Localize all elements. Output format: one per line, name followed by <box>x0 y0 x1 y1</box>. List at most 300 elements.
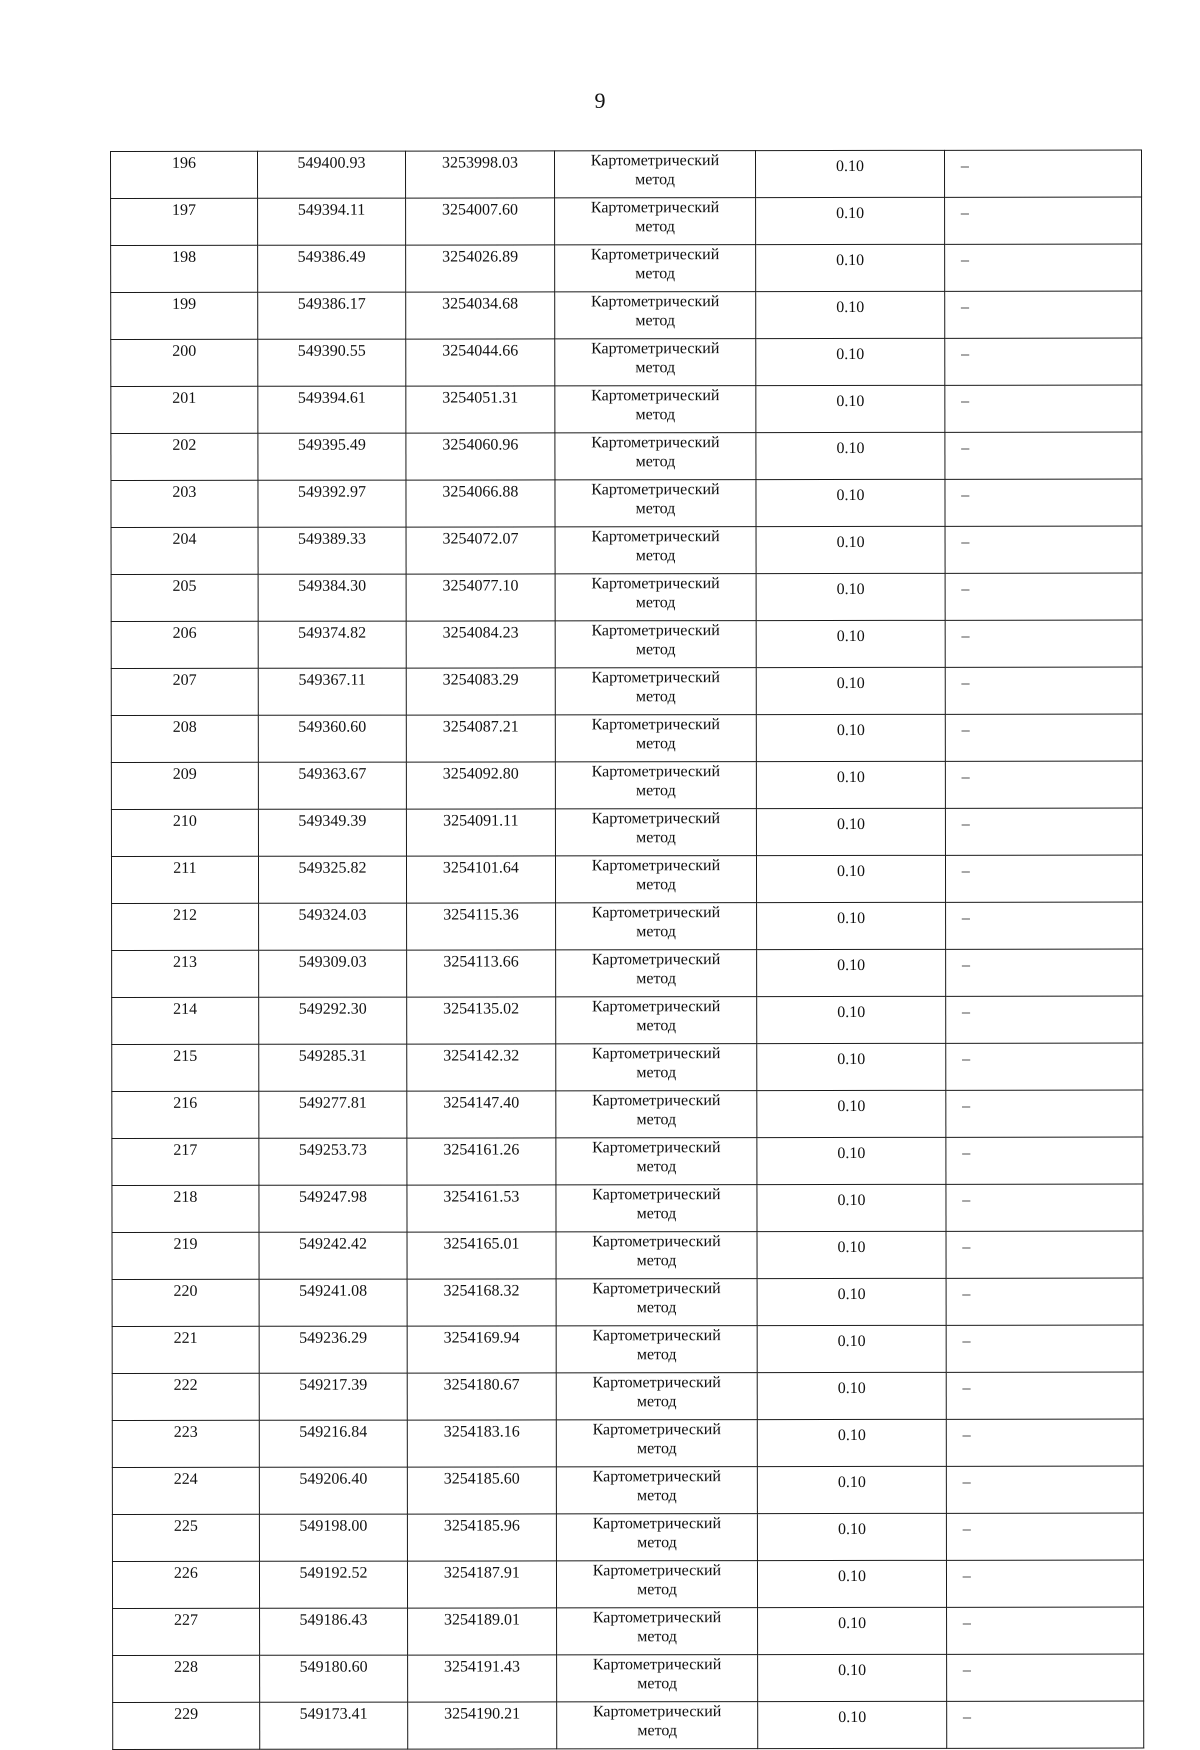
method-line-1: Картометрический <box>592 1656 722 1674</box>
method-line-1: Картометрический <box>592 1139 721 1157</box>
x-coordinate-cell: 549206.40 <box>259 1467 407 1514</box>
method-cell <box>554 151 756 198</box>
point-number-cell: 222 <box>112 1373 259 1420</box>
y-coordinate-cell: 3254113.66 <box>407 950 556 997</box>
method-cell <box>555 1044 757 1091</box>
y-coordinate-cell: 3254083.29 <box>406 668 555 715</box>
point-number-cell: 208 <box>111 715 258 762</box>
point-number-cell: 223 <box>112 1420 259 1467</box>
y-coordinate-cell: 3254007.60 <box>406 198 555 245</box>
x-coordinate-cell: 549392.97 <box>258 480 406 527</box>
method-line-1: Картометрический <box>592 1703 722 1721</box>
point-number-cell: 211 <box>111 856 258 903</box>
method-line-1: Картометрический <box>590 152 720 170</box>
y-coordinate-cell: 3254142.32 <box>407 1044 556 1091</box>
y-coordinate-cell: 3254161.53 <box>407 1185 556 1232</box>
method-cell <box>555 386 757 433</box>
table-row <box>112 1513 1143 1561</box>
method-line-1: Картометрический <box>591 622 720 640</box>
point-number-cell: 216 <box>112 1091 259 1138</box>
method-line-2: метод <box>635 500 676 518</box>
method-line-1: Картометрический <box>592 1092 721 1110</box>
y-coordinate-cell: 3254115.36 <box>407 903 556 950</box>
accuracy-cell: 0.10 <box>756 526 945 573</box>
point-number-cell: 217 <box>112 1138 259 1185</box>
table-row <box>112 1043 1143 1091</box>
point-number-cell: 202 <box>111 433 258 480</box>
table-row <box>112 1466 1143 1514</box>
method-line-1: Картометрический <box>591 904 721 922</box>
table-row <box>111 244 1142 292</box>
method-cell <box>555 480 757 527</box>
table-row <box>112 1231 1143 1279</box>
method-line-2: метод <box>635 594 676 612</box>
table-row <box>111 808 1142 856</box>
note-cell: – <box>946 1090 1143 1137</box>
x-coordinate-cell: 549292.30 <box>259 997 407 1044</box>
note-cell: – <box>945 714 1142 761</box>
method-line-2: метод <box>636 782 676 800</box>
accuracy-cell: 0.10 <box>756 291 945 338</box>
x-coordinate-cell: 549198.00 <box>259 1514 407 1561</box>
table-row <box>111 855 1142 903</box>
accuracy-cell: 0.10 <box>756 385 945 432</box>
x-coordinate-cell: 549253.73 <box>259 1138 407 1185</box>
note-cell: – <box>946 1701 1143 1748</box>
accuracy-cell: 0.10 <box>758 1654 947 1701</box>
method-line-1: Картометрический <box>592 1515 722 1533</box>
accuracy-cell: 0.10 <box>758 1419 947 1466</box>
x-coordinate-cell: 549394.61 <box>258 386 406 433</box>
point-number-cell: 205 <box>111 574 258 621</box>
method-line-2: метод <box>635 641 676 659</box>
method-line-2: метод <box>636 1017 677 1035</box>
x-coordinate-cell: 549384.30 <box>258 574 406 621</box>
note-cell: – <box>946 1043 1143 1090</box>
method-line-1: Картометрический <box>592 1186 721 1204</box>
method-line-2: метод <box>637 1534 677 1552</box>
method-line-2: метод <box>636 1252 677 1270</box>
y-coordinate-cell: 3254189.01 <box>408 1608 557 1655</box>
method-cell <box>554 198 756 245</box>
accuracy-cell: 0.10 <box>757 1184 946 1231</box>
table-row <box>113 1654 1144 1702</box>
table-row <box>112 902 1143 950</box>
method-line-1: Картометрический <box>590 246 720 264</box>
accuracy-cell: 0.10 <box>756 197 945 244</box>
note-cell: – <box>945 996 1142 1043</box>
table-row <box>111 385 1142 433</box>
method-cell <box>556 1561 758 1608</box>
x-coordinate-cell: 549386.49 <box>257 245 405 292</box>
note-cell: – <box>946 1325 1143 1372</box>
method-cell <box>554 292 756 339</box>
method-cell <box>554 339 756 386</box>
y-coordinate-cell: 3254161.26 <box>407 1138 556 1185</box>
point-number-cell: 203 <box>111 480 258 527</box>
y-coordinate-cell: 3254101.64 <box>407 856 556 903</box>
method-cell <box>555 668 757 715</box>
y-coordinate-cell: 3254060.96 <box>406 433 555 480</box>
method-line-2: метод <box>636 876 676 894</box>
method-cell <box>555 997 757 1044</box>
method-line-1: Картометрический <box>591 951 721 969</box>
point-number-cell: 224 <box>112 1467 259 1514</box>
accuracy-cell: 0.10 <box>758 1701 947 1748</box>
method-cell <box>555 762 757 809</box>
method-line-2: метод <box>636 970 676 988</box>
method-cell <box>556 1420 758 1467</box>
x-coordinate-cell: 549186.43 <box>259 1608 407 1655</box>
x-coordinate-cell: 549400.93 <box>257 151 405 198</box>
method-line-2: метод <box>636 1205 677 1223</box>
coordinates-table <box>110 150 1144 1750</box>
point-number-cell: 228 <box>113 1655 260 1702</box>
table-row <box>111 291 1142 339</box>
method-line-1: Картометрический <box>592 1233 721 1251</box>
point-number-cell: 198 <box>111 245 258 292</box>
note-cell: – <box>946 1419 1143 1466</box>
point-number-cell: 219 <box>112 1232 259 1279</box>
point-number-cell: 227 <box>113 1608 260 1655</box>
method-cell <box>556 1138 758 1185</box>
method-cell <box>556 1185 758 1232</box>
y-coordinate-cell: 3254165.01 <box>407 1232 556 1279</box>
accuracy-cell: 0.10 <box>756 244 945 291</box>
method-line-1: Картометрический <box>591 669 720 687</box>
point-number-cell: 215 <box>112 1044 259 1091</box>
point-number-cell: 214 <box>112 997 259 1044</box>
x-coordinate-cell: 549241.08 <box>259 1279 407 1326</box>
method-line-2: метод <box>636 1299 677 1317</box>
note-cell: – <box>945 855 1142 902</box>
point-number-cell: 200 <box>111 339 258 386</box>
method-cell <box>556 1514 758 1561</box>
accuracy-cell: 0.10 <box>757 1325 946 1372</box>
point-number-cell: 212 <box>112 903 259 950</box>
method-cell <box>556 1091 758 1138</box>
method-line-1: Картометрический <box>591 716 720 734</box>
table-row <box>112 1372 1143 1420</box>
point-number-cell: 218 <box>112 1185 259 1232</box>
note-cell: – <box>945 808 1142 855</box>
table-row <box>111 338 1142 386</box>
x-coordinate-cell: 549324.03 <box>258 903 406 950</box>
method-line-2: метод <box>635 547 676 565</box>
y-coordinate-cell: 3254169.94 <box>407 1326 556 1373</box>
method-cell <box>554 245 756 292</box>
table-row <box>113 1701 1144 1749</box>
method-cell <box>555 856 757 903</box>
accuracy-cell: 0.10 <box>758 1560 947 1607</box>
x-coordinate-cell: 549173.41 <box>260 1702 408 1749</box>
y-coordinate-cell: 3254135.02 <box>407 997 556 1044</box>
note-cell: – <box>946 1560 1143 1607</box>
table-row <box>111 620 1142 668</box>
method-line-2: метод <box>637 1722 678 1740</box>
note-cell: – <box>945 902 1142 949</box>
accuracy-cell: 0.10 <box>758 1466 947 1513</box>
x-coordinate-cell: 549180.60 <box>259 1655 407 1702</box>
accuracy-cell: 0.10 <box>757 902 946 949</box>
table-row <box>112 1325 1143 1373</box>
method-line-1: Картометрический <box>590 293 720 311</box>
x-coordinate-cell: 549309.03 <box>258 950 406 997</box>
y-coordinate-cell: 3254077.10 <box>406 574 555 621</box>
accuracy-cell: 0.10 <box>757 1137 946 1184</box>
point-number-cell: 210 <box>111 809 258 856</box>
page-number: 9 <box>594 88 606 113</box>
method-line-1: Картометрический <box>590 199 720 217</box>
note-cell: – <box>946 1513 1143 1560</box>
y-coordinate-cell: 3254051.31 <box>406 386 555 433</box>
method-cell <box>556 1702 758 1749</box>
x-coordinate-cell: 549277.81 <box>259 1091 407 1138</box>
table-row <box>111 197 1142 245</box>
table-row <box>111 479 1142 527</box>
method-line-2: метод <box>637 1628 677 1646</box>
note-cell: – <box>946 1137 1143 1184</box>
x-coordinate-cell: 549242.42 <box>259 1232 407 1279</box>
table-row <box>112 1090 1143 1138</box>
y-coordinate-cell: 3253998.03 <box>406 151 555 198</box>
accuracy-cell: 0.10 <box>757 1043 946 1090</box>
method-line-1: Картометрический <box>591 998 721 1016</box>
method-cell <box>555 621 757 668</box>
method-line-2: метод <box>637 1675 677 1693</box>
y-coordinate-cell: 3254087.21 <box>406 715 555 762</box>
table-row <box>111 667 1142 715</box>
accuracy-cell: 0.10 <box>756 667 945 714</box>
method-cell <box>555 433 757 480</box>
table-row <box>111 526 1142 574</box>
y-coordinate-cell: 3254091.11 <box>407 809 556 856</box>
note-cell: – <box>946 1654 1143 1701</box>
table-row <box>112 1278 1143 1326</box>
y-coordinate-cell: 3254066.88 <box>406 480 555 527</box>
x-coordinate-cell: 549390.55 <box>258 339 406 386</box>
method-line-2: метод <box>635 359 676 377</box>
accuracy-cell: 0.10 <box>757 808 946 855</box>
method-line-2: метод <box>635 688 676 706</box>
x-coordinate-cell: 549374.82 <box>258 621 406 668</box>
method-cell <box>555 903 757 950</box>
point-number-cell: 221 <box>112 1326 259 1373</box>
note-cell: – <box>945 573 1142 620</box>
y-coordinate-cell: 3254190.21 <box>408 1702 557 1749</box>
method-line-2: метод <box>635 406 676 424</box>
method-line-2: метод <box>636 923 676 941</box>
x-coordinate-cell: 549247.98 <box>259 1185 407 1232</box>
method-line-1: Картометрический <box>592 1468 722 1486</box>
accuracy-cell: 0.10 <box>757 714 946 761</box>
method-line-1: Картометрический <box>592 1421 721 1439</box>
point-number-cell: 220 <box>112 1279 259 1326</box>
point-number-cell: 229 <box>113 1702 260 1749</box>
method-line-1: Картометрический <box>592 1374 721 1392</box>
method-cell <box>556 1279 758 1326</box>
accuracy-cell: 0.10 <box>756 479 945 526</box>
method-line-2: метод <box>636 1346 677 1364</box>
accuracy-cell: 0.10 <box>757 949 946 996</box>
method-cell <box>555 574 757 621</box>
point-number-cell: 206 <box>111 621 258 668</box>
note-cell: – <box>946 1184 1143 1231</box>
method-line-2: метод <box>636 829 676 847</box>
method-line-1: Картометрический <box>591 387 720 405</box>
method-line-2: метод <box>635 218 675 236</box>
table-row <box>112 1560 1143 1608</box>
y-coordinate-cell: 3254185.60 <box>407 1467 556 1514</box>
note-cell: – <box>944 197 1141 244</box>
method-line-2: метод <box>636 1487 677 1505</box>
method-line-1: Картометрический <box>592 1562 722 1580</box>
y-coordinate-cell: 3254187.91 <box>408 1561 557 1608</box>
method-line-1: Картометрический <box>592 1280 721 1298</box>
accuracy-cell: 0.10 <box>757 1278 946 1325</box>
note-cell: – <box>944 150 1141 197</box>
point-number-cell: 209 <box>111 762 258 809</box>
table-row <box>111 150 1142 198</box>
method-line-2: метод <box>636 1111 677 1129</box>
point-number-cell: 225 <box>112 1514 259 1561</box>
point-number-cell: 196 <box>111 151 258 198</box>
method-cell <box>556 1326 758 1373</box>
x-coordinate-cell: 549386.17 <box>258 292 406 339</box>
y-coordinate-cell: 3254185.96 <box>408 1514 557 1561</box>
method-line-2: метод <box>635 453 676 471</box>
method-line-2: метод <box>636 1158 677 1176</box>
method-line-1: Картометрический <box>592 1609 722 1627</box>
point-number-cell: 199 <box>111 292 258 339</box>
method-line-2: метод <box>636 1064 677 1082</box>
y-coordinate-cell: 3254072.07 <box>406 527 555 574</box>
x-coordinate-cell: 549217.39 <box>259 1373 407 1420</box>
table-row <box>112 996 1143 1044</box>
x-coordinate-cell: 549394.11 <box>257 198 405 245</box>
y-coordinate-cell: 3254147.40 <box>407 1091 556 1138</box>
table-row <box>111 761 1142 809</box>
y-coordinate-cell: 3254180.67 <box>407 1373 556 1420</box>
accuracy-cell: 0.10 <box>757 996 946 1043</box>
table-row <box>111 432 1142 480</box>
x-coordinate-cell: 549216.84 <box>259 1420 407 1467</box>
point-number-cell: 207 <box>111 668 258 715</box>
note-cell: – <box>946 1607 1143 1654</box>
point-number-cell: 197 <box>111 198 258 245</box>
method-cell <box>556 1373 758 1420</box>
accuracy-cell: 0.10 <box>757 761 946 808</box>
method-cell <box>555 950 757 997</box>
accuracy-cell: 0.10 <box>756 620 945 667</box>
y-coordinate-cell: 3254044.66 <box>406 339 555 386</box>
method-line-2: метод <box>635 735 676 753</box>
y-coordinate-cell: 3254084.23 <box>406 621 555 668</box>
method-line-1: Картометрический <box>591 575 720 593</box>
x-coordinate-cell: 549192.52 <box>259 1561 407 1608</box>
x-coordinate-cell: 549325.82 <box>258 856 406 903</box>
note-cell: – <box>945 479 1142 526</box>
x-coordinate-cell: 549367.11 <box>258 668 406 715</box>
accuracy-cell: 0.10 <box>756 573 945 620</box>
method-line-2: метод <box>635 171 675 189</box>
accuracy-cell: 0.10 <box>758 1513 947 1560</box>
note-cell: – <box>944 291 1141 338</box>
method-cell <box>555 809 757 856</box>
method-line-1: Картометрический <box>591 810 721 828</box>
note-cell: – <box>945 338 1142 385</box>
method-line-1: Картометрический <box>591 528 720 546</box>
accuracy-cell: 0.10 <box>758 1607 947 1654</box>
y-coordinate-cell: 3254191.43 <box>408 1655 557 1702</box>
y-coordinate-cell: 3254092.80 <box>406 762 555 809</box>
x-coordinate-cell: 549285.31 <box>259 1044 407 1091</box>
method-line-2: метод <box>635 312 676 330</box>
x-coordinate-cell: 549236.29 <box>259 1326 407 1373</box>
x-coordinate-cell: 549349.39 <box>258 809 406 856</box>
table-row <box>112 1137 1143 1185</box>
point-number-cell: 226 <box>112 1561 259 1608</box>
method-cell <box>555 715 757 762</box>
note-cell: – <box>945 620 1142 667</box>
method-line-1: Картометрический <box>592 1045 721 1063</box>
note-cell: – <box>946 1278 1143 1325</box>
point-number-cell: 213 <box>112 950 259 997</box>
accuracy-cell: 0.10 <box>757 1372 946 1419</box>
method-line-2: метод <box>636 1393 677 1411</box>
table-row <box>113 1607 1144 1655</box>
method-line-1: Картометрический <box>591 340 720 358</box>
method-line-1: Картометрический <box>591 434 720 452</box>
point-number-cell: 204 <box>111 527 258 574</box>
y-coordinate-cell: 3254168.32 <box>407 1279 556 1326</box>
table-row <box>112 1184 1143 1232</box>
accuracy-cell: 0.10 <box>757 1231 946 1278</box>
method-cell <box>555 527 757 574</box>
method-cell <box>556 1655 758 1702</box>
note-cell: – <box>945 432 1142 479</box>
method-cell <box>556 1467 758 1514</box>
y-coordinate-cell: 3254034.68 <box>406 292 555 339</box>
table-row <box>112 949 1143 997</box>
method-cell <box>556 1608 758 1655</box>
table-body <box>111 150 1144 1749</box>
method-line-1: Картометрический <box>591 857 721 875</box>
x-coordinate-cell: 549363.67 <box>258 762 406 809</box>
note-cell: – <box>946 1372 1143 1419</box>
x-coordinate-cell: 549389.33 <box>258 527 406 574</box>
note-cell: – <box>945 949 1142 996</box>
note-cell: – <box>945 526 1142 573</box>
point-number-cell: 201 <box>111 386 258 433</box>
x-coordinate-cell: 549395.49 <box>258 433 406 480</box>
note-cell: – <box>946 1231 1143 1278</box>
method-line-1: Картометрический <box>591 763 721 781</box>
method-line-2: метод <box>636 1440 677 1458</box>
method-cell <box>556 1232 758 1279</box>
method-line-2: метод <box>635 265 675 283</box>
method-line-1: Картометрический <box>591 481 720 499</box>
accuracy-cell: 0.10 <box>757 1090 946 1137</box>
note-cell: – <box>945 667 1142 714</box>
method-line-2: метод <box>637 1581 677 1599</box>
y-coordinate-cell: 3254183.16 <box>407 1420 556 1467</box>
note-cell: – <box>944 244 1141 291</box>
note-cell: – <box>946 1466 1143 1513</box>
x-coordinate-cell: 549360.60 <box>258 715 406 762</box>
accuracy-cell: 0.10 <box>756 432 945 479</box>
y-coordinate-cell: 3254026.89 <box>406 245 555 292</box>
